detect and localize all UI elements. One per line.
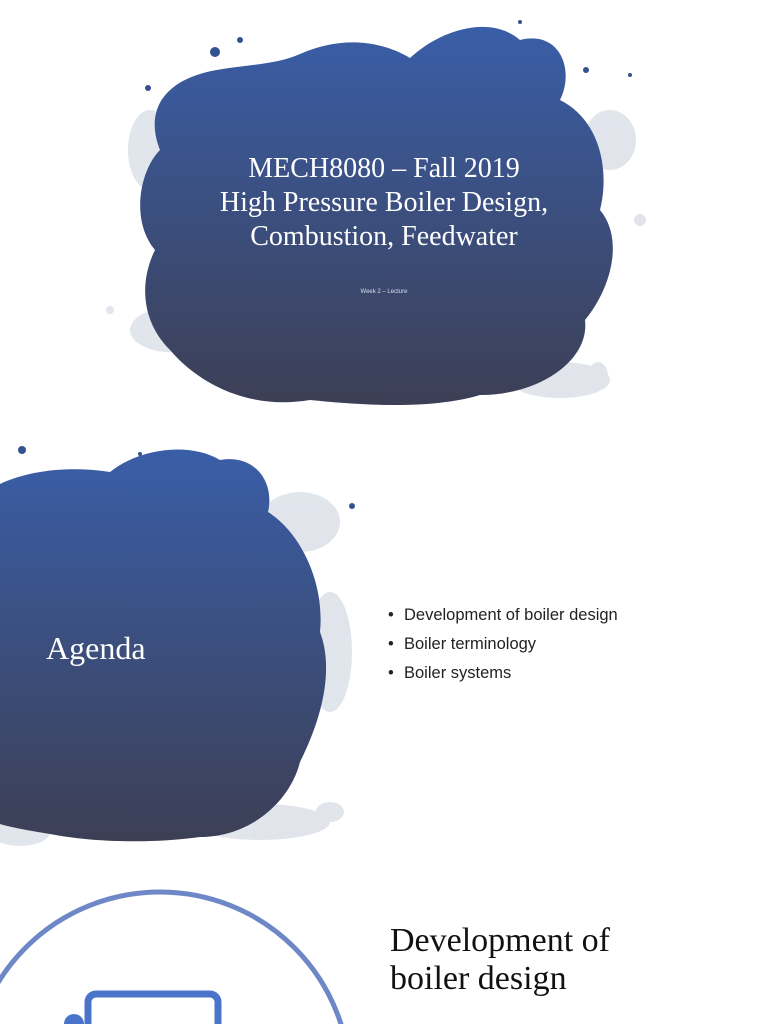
- bullet-icon: •: [388, 606, 394, 624]
- ring-graphic: [0, 864, 768, 1024]
- agenda-item-label: Development of boiler design: [404, 606, 618, 624]
- agenda-item: [388, 664, 618, 693]
- bullet-icon: •: [388, 664, 394, 682]
- agenda-title: Agenda: [46, 630, 146, 666]
- agenda-slide: [0, 432, 768, 864]
- title-line-3: Combustion, Feedwater: [250, 221, 518, 252]
- presentation-title: [150, 152, 618, 254]
- section-title: [390, 922, 610, 998]
- title-slide: [0, 0, 768, 432]
- agenda-item: [388, 606, 618, 635]
- agenda-item: [388, 635, 618, 664]
- section-slide: [0, 864, 768, 1024]
- section-title-line-1: Development of: [390, 922, 610, 959]
- bullet-icon: •: [388, 635, 394, 653]
- title-line-1: MECH8080 – Fall 2019: [248, 153, 520, 184]
- section-title-line-2: boiler design: [390, 960, 567, 997]
- presentation-subtitle: Week 2 – Lecture: [360, 289, 408, 295]
- agenda-list: [388, 606, 618, 693]
- agenda-item-label: Boiler terminology: [404, 635, 537, 653]
- agenda-item-label: Boiler systems: [404, 664, 512, 682]
- title-line-2: High Pressure Boiler Design,: [219, 187, 549, 218]
